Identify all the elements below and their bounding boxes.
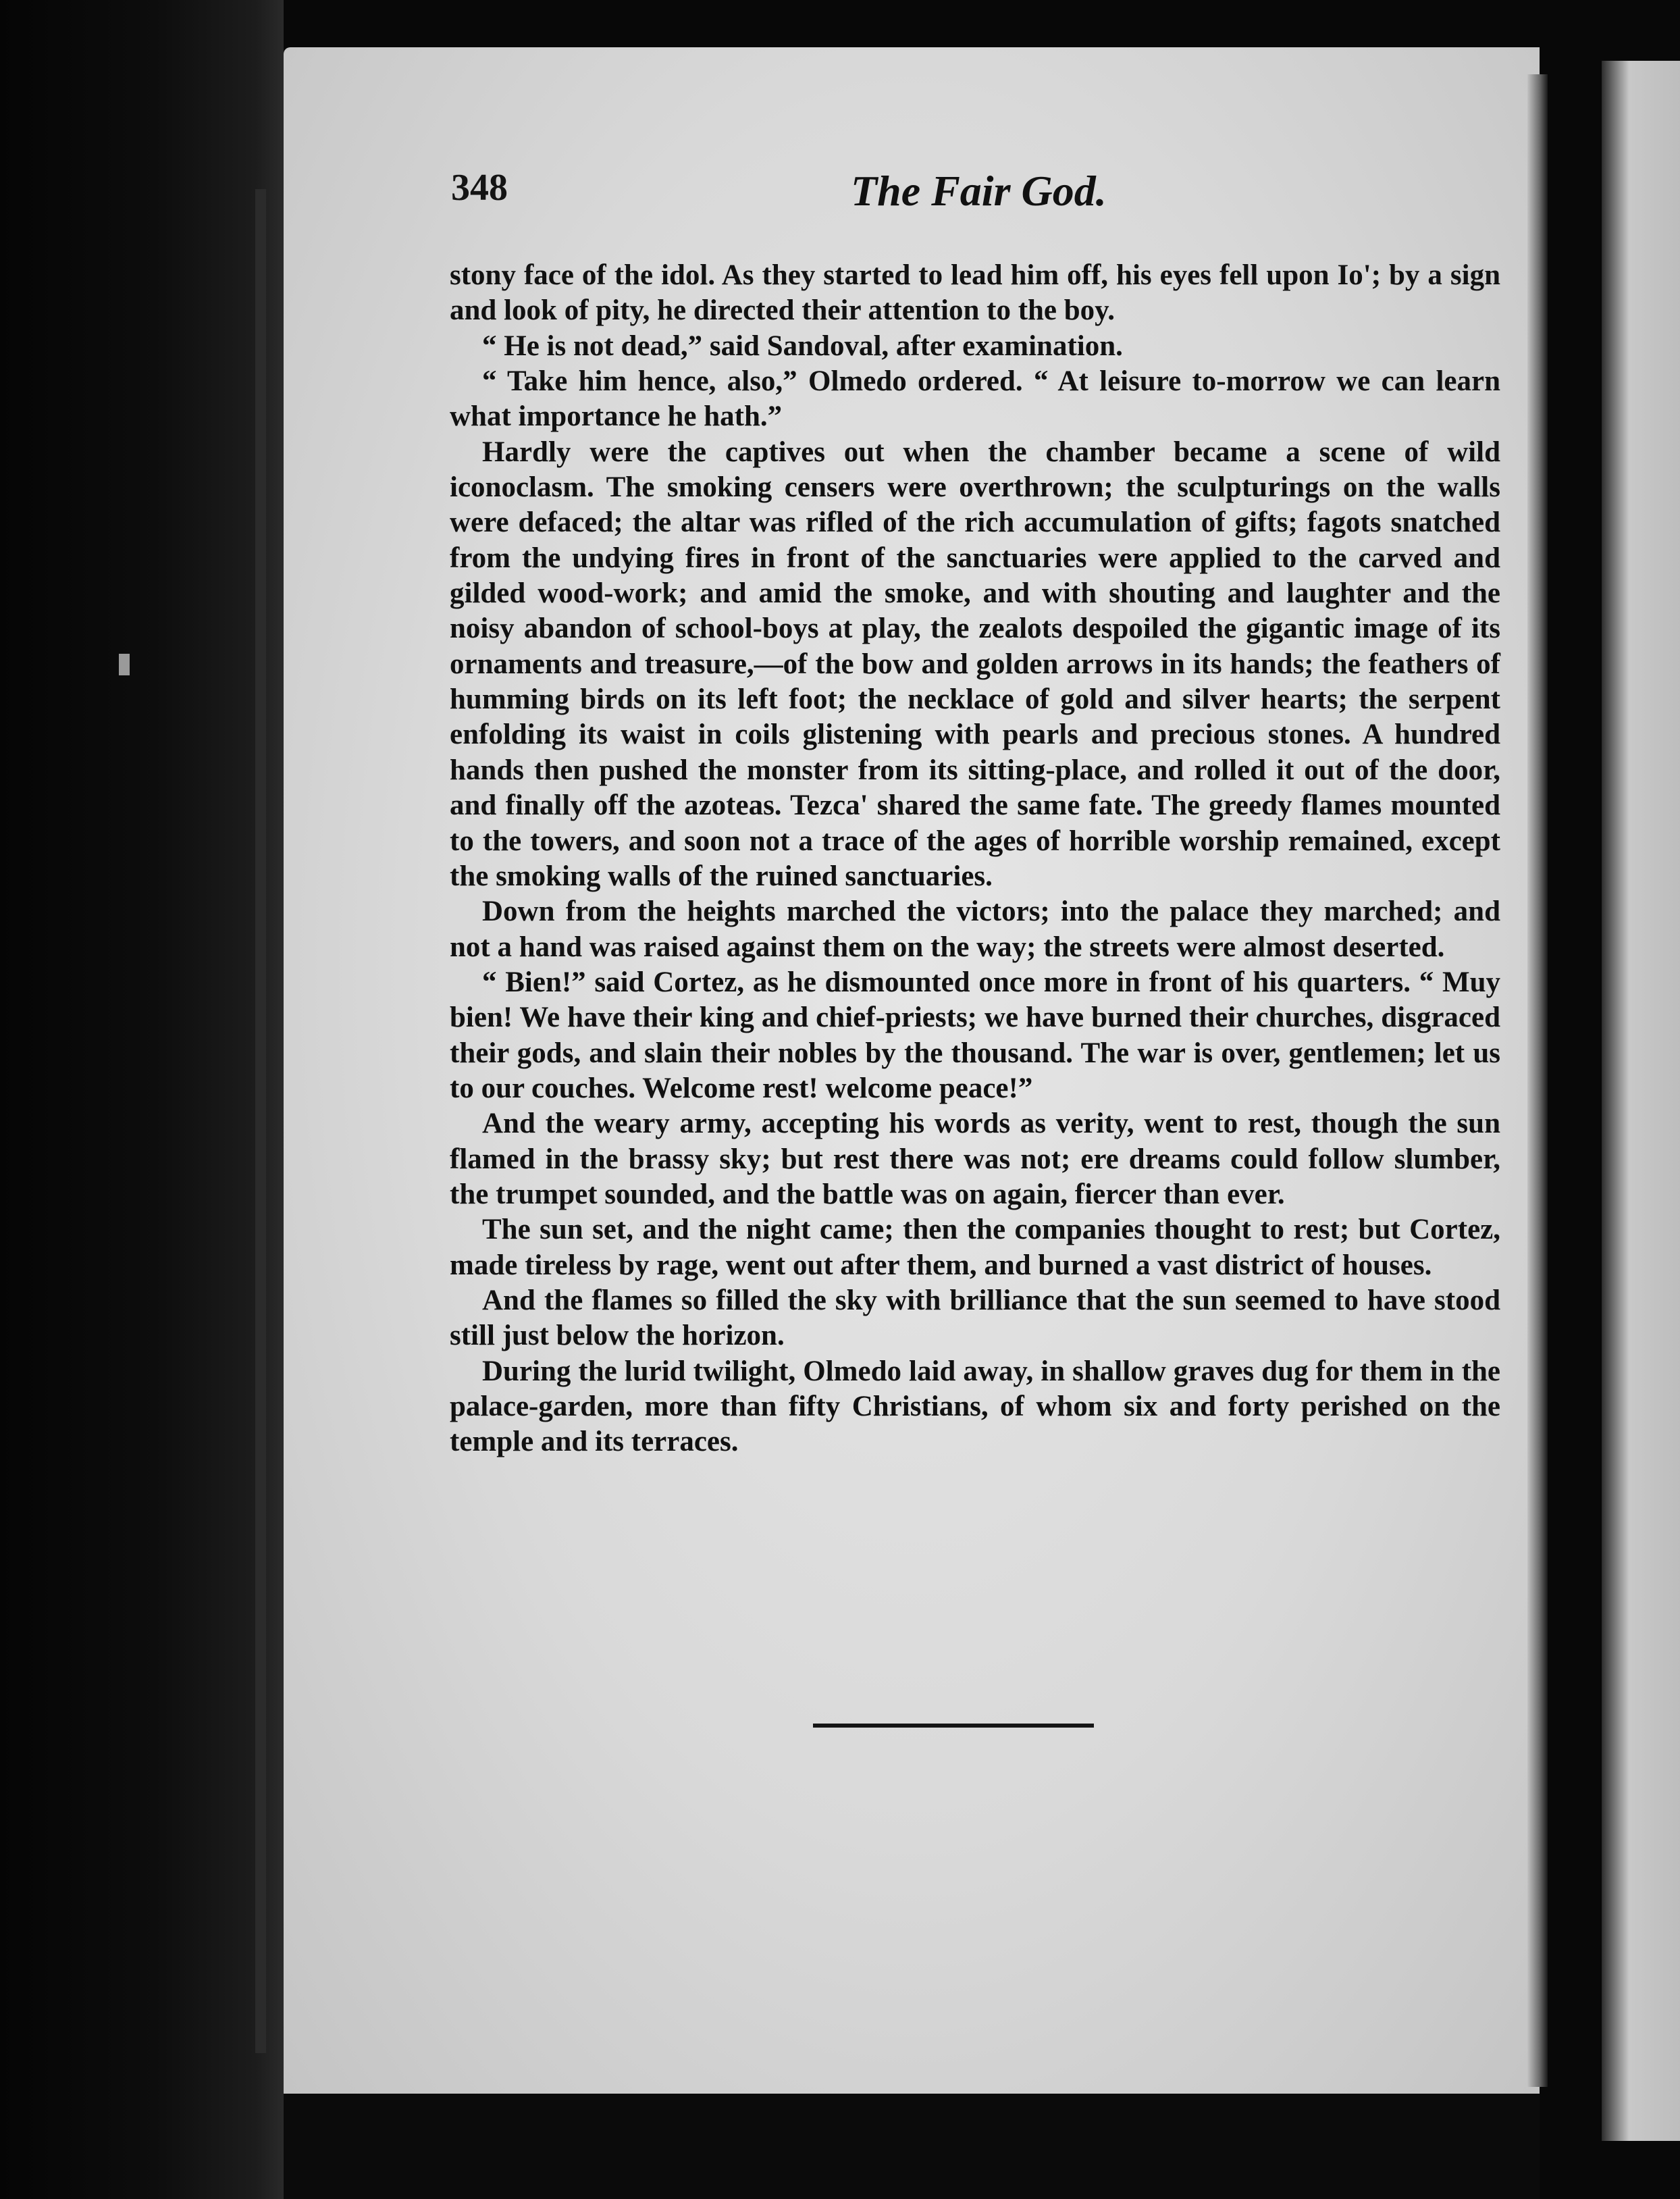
- scan-bottom-margin: [284, 2094, 1540, 2199]
- book-gutter: [255, 189, 266, 2053]
- paragraph: “ He is not dead,” said Sandoval, after examination.: [482, 330, 1123, 362]
- scan-artifact: [119, 654, 130, 675]
- paragraph: Down from the heights marched the victors; into the palace they marched; and not a hand was raised against them on the way; the streets were almost deserted.: [450, 896, 1500, 963]
- paragraph-continued: stony face of the idol. As they started to lead him off, his eyes fell upon Io'; by a sign and look of pity, he directed their attention to the boy.: [450, 259, 1500, 327]
- paragraph: The sun set, and the night came; then the companies thought to rest; but Cortez, made tireless by rage, went out after them, and burned a vast district of houses.: [450, 1214, 1500, 1281]
- scan-left-margin: [0, 0, 284, 2199]
- paragraph: “ Take him hence, also,” Olmedo ordered. “ At leisure to-morrow we can learn what importance he hath.”: [450, 365, 1500, 433]
- next-page-edge: [1602, 61, 1680, 2141]
- paragraph: “ Bien!” said Cortez, as he dismounted once more in front of his quarters. “ Muy bien! We have their king and chief-priests; we have burned their churches, disgraced their gods, and slain their nobles by the thousand. The war is over, gentlemen; let us to our couches. Welcome rest! welcome peace!”: [450, 966, 1500, 1104]
- paragraph: During the lurid twilight, Olmedo laid away, in shallow graves dug for them in the palace-garden, more than fifty Christians, of whom six and forty perished on the temple and its terraces.: [450, 1355, 1500, 1458]
- body-text: [450, 258, 1500, 1460]
- running-head: [451, 166, 1500, 240]
- paragraph: And the weary army, accepting his words as verity, went to rest, though the sun flamed in the brassy sky; but rest there was not; ere dreams could follow slumber, the trumpet sounded, and the battle was on again, fiercer than ever.: [450, 1108, 1500, 1210]
- page-edge-shadow: [1527, 74, 1548, 2087]
- paragraph: And the flames so filled the sky with brilliance that the sun seemed to have stood still just below the horizon.: [450, 1284, 1500, 1352]
- chapter-end-rule: [813, 1724, 1094, 1728]
- paragraph: Hardly were the captives out when the chamber became a scene of wild iconoclasm. The smoking censers were overthrown; the sculpturings on the walls were defaced; the altar was rifled of the rich accumulation of gifts; fagots snatched from the undying fires in front of the sanctuaries were applied to the carved and gilded wood-work; and amid the smoke, and with shouting and laughter and the noisy abandon of school-boys at play, the zealots despoiled the gigantic image of its ornaments and treasure,—of the bow and golden arrows in its hands; the feathers of humming birds on its left foot; the necklace of gold and silver hearts; the serpent enfolding its waist in coils glistening with pearls and precious stones. A hundred hands then pushed the monster from its sitting-place, and rolled it out of the door, and finally off the azoteas. Tezca' shared the same fate. The greedy flames mounted to the towers, and soon not a trace of the ages of horrible worship remained, except the smoking walls of the ruined sanctuaries.: [450, 436, 1500, 892]
- page-number: 348: [451, 167, 508, 209]
- book-title: The Fair God.: [851, 167, 1107, 215]
